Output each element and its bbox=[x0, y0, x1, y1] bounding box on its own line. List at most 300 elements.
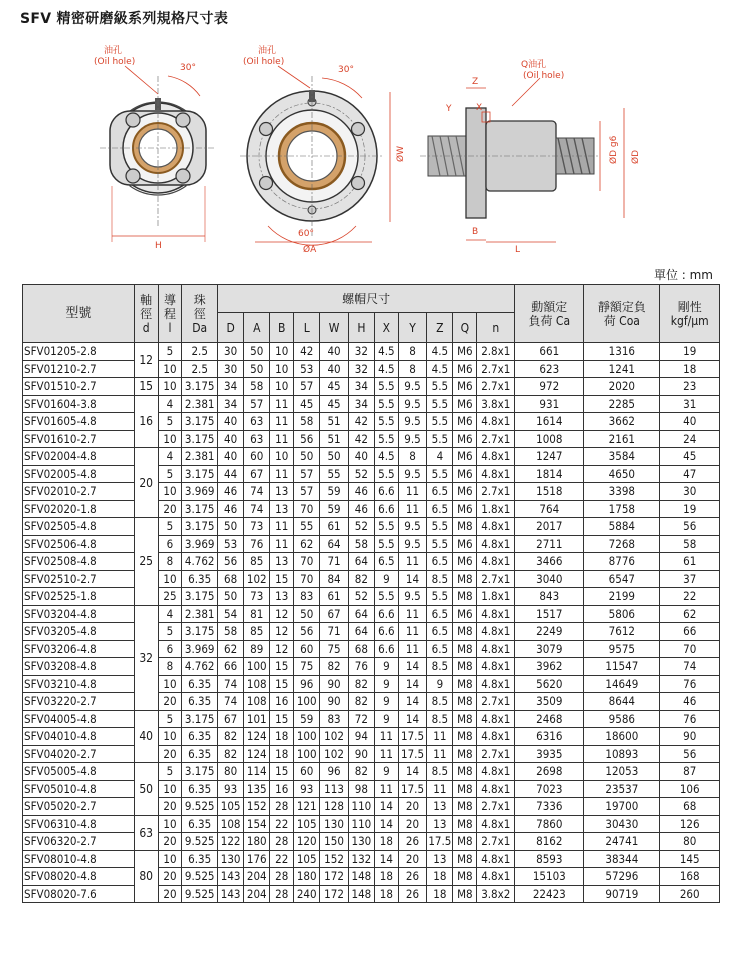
cell-l: 59 bbox=[294, 710, 320, 728]
cell-z: 5.5 bbox=[427, 465, 453, 483]
cell-x: 5.5 bbox=[374, 535, 398, 553]
cell-z: 9 bbox=[427, 675, 453, 693]
cell-a: 124 bbox=[244, 745, 270, 763]
cell-y: 14 bbox=[398, 675, 427, 693]
cell-b: 28 bbox=[270, 798, 294, 816]
cell-q: M8 bbox=[453, 693, 477, 711]
cell-d: 53 bbox=[218, 535, 244, 553]
cell-ca: 7860 bbox=[515, 815, 584, 833]
dim-b-label: B bbox=[472, 227, 479, 237]
cell-n: 1.8x1 bbox=[477, 500, 515, 518]
table-row bbox=[23, 763, 720, 781]
cell-k: 106 bbox=[660, 780, 720, 798]
cell-da: 6.35 bbox=[182, 815, 218, 833]
cell-n: 1.8x1 bbox=[477, 588, 515, 606]
cell-b: 16 bbox=[270, 780, 294, 798]
cell-d: 108 bbox=[218, 815, 244, 833]
cell-h: 32 bbox=[348, 343, 374, 361]
cell-z: 8.5 bbox=[427, 693, 453, 711]
table-row bbox=[23, 553, 720, 571]
cell-w: 128 bbox=[320, 798, 349, 816]
cell-d: 122 bbox=[218, 833, 244, 851]
cell-da: 9.525 bbox=[182, 798, 218, 816]
cell-b: 18 bbox=[270, 728, 294, 746]
cell-model: SFV08010-4.8 bbox=[23, 850, 135, 868]
cell-z: 6.5 bbox=[427, 500, 453, 518]
cell-x: 6.6 bbox=[374, 483, 398, 501]
flange-view-middle bbox=[240, 44, 406, 255]
cell-y: 9.5 bbox=[398, 535, 427, 553]
cell-l: 6 bbox=[158, 535, 182, 553]
cell-coa: 8644 bbox=[584, 693, 660, 711]
cell-d: 93 bbox=[218, 780, 244, 798]
cell-b: 22 bbox=[270, 815, 294, 833]
cell-a: 73 bbox=[244, 518, 270, 536]
cell-coa: 23537 bbox=[584, 780, 660, 798]
cell-y: 14 bbox=[398, 570, 427, 588]
cell-x: 9 bbox=[374, 710, 398, 728]
cell-h: 132 bbox=[348, 850, 374, 868]
table-row bbox=[23, 885, 720, 903]
cell-a: 101 bbox=[244, 710, 270, 728]
cell-y: 9.5 bbox=[398, 588, 427, 606]
oil-hole-cn-left: 油孔 bbox=[104, 46, 123, 56]
cell-model: SFV02505-4.8 bbox=[23, 518, 135, 536]
cell-x: 14 bbox=[374, 815, 398, 833]
table-row bbox=[23, 833, 720, 851]
cell-da: 2.381 bbox=[182, 448, 218, 466]
nut-side-view bbox=[420, 58, 641, 255]
cell-k: 56 bbox=[660, 745, 720, 763]
cell-coa: 3398 bbox=[584, 483, 660, 501]
header-nut-dims: 螺帽尺寸 bbox=[218, 285, 515, 313]
header-dim: X bbox=[374, 313, 398, 343]
cell-coa: 3584 bbox=[584, 448, 660, 466]
dim-l-label: L bbox=[515, 245, 521, 255]
cell-coa: 1241 bbox=[584, 360, 660, 378]
cell-ca: 3509 bbox=[515, 693, 584, 711]
cell-l: 20 bbox=[158, 693, 182, 711]
cell-y: 20 bbox=[398, 798, 427, 816]
cell-k: 61 bbox=[660, 553, 720, 571]
cell-l: 20 bbox=[158, 500, 182, 518]
cell-q: M8 bbox=[453, 623, 477, 641]
cell-k: 19 bbox=[660, 343, 720, 361]
cell-n: 4.8x1 bbox=[477, 535, 515, 553]
cell-model: SFV05005-4.8 bbox=[23, 763, 135, 781]
cell-h: 52 bbox=[348, 588, 374, 606]
cell-ca: 1614 bbox=[515, 413, 584, 431]
cell-h: 46 bbox=[348, 500, 374, 518]
cell-y: 11 bbox=[398, 605, 427, 623]
cell-model: SFV03210-4.8 bbox=[23, 675, 135, 693]
cell-q: M8 bbox=[453, 710, 477, 728]
cell-l: 10 bbox=[158, 728, 182, 746]
cell-k: 74 bbox=[660, 658, 720, 676]
flange-view-left bbox=[94, 44, 216, 251]
cell-x: 9 bbox=[374, 658, 398, 676]
cell-q: M8 bbox=[453, 745, 477, 763]
cell-b: 28 bbox=[270, 885, 294, 903]
cell-l: 100 bbox=[294, 728, 320, 746]
cell-z: 8.5 bbox=[427, 570, 453, 588]
cell-y: 9.5 bbox=[398, 430, 427, 448]
cell-coa: 9575 bbox=[584, 640, 660, 658]
cell-d: 34 bbox=[218, 395, 244, 413]
cell-d: 68 bbox=[218, 570, 244, 588]
cell-coa: 6547 bbox=[584, 570, 660, 588]
cell-d: 67 bbox=[218, 710, 244, 728]
cell-ca: 3040 bbox=[515, 570, 584, 588]
cell-k: 56 bbox=[660, 518, 720, 536]
cell-coa: 24741 bbox=[584, 833, 660, 851]
cell-h: 98 bbox=[348, 780, 374, 798]
table-row bbox=[23, 623, 720, 641]
cell-l: 10 bbox=[158, 850, 182, 868]
cell-d: 40 bbox=[218, 430, 244, 448]
cell-b: 11 bbox=[270, 535, 294, 553]
angle-30-left: 30° bbox=[180, 63, 196, 73]
cell-h: 90 bbox=[348, 745, 374, 763]
cell-da: 6.35 bbox=[182, 780, 218, 798]
cell-l: 100 bbox=[294, 693, 320, 711]
cell-l: 53 bbox=[294, 360, 320, 378]
cell-l: 70 bbox=[294, 500, 320, 518]
cell-l: 20 bbox=[158, 798, 182, 816]
cell-d: 44 bbox=[218, 465, 244, 483]
cell-shaft-dia: 16 bbox=[134, 395, 158, 448]
cell-x: 5.5 bbox=[374, 413, 398, 431]
cell-l: 56 bbox=[294, 623, 320, 641]
cell-a: 50 bbox=[244, 360, 270, 378]
cell-da: 6.35 bbox=[182, 693, 218, 711]
cell-coa: 11547 bbox=[584, 658, 660, 676]
cell-d: 62 bbox=[218, 640, 244, 658]
cell-ca: 7023 bbox=[515, 780, 584, 798]
cell-y: 8 bbox=[398, 360, 427, 378]
cell-ca: 3079 bbox=[515, 640, 584, 658]
cell-z: 13 bbox=[427, 798, 453, 816]
cell-b: 15 bbox=[270, 710, 294, 728]
cell-h: 32 bbox=[348, 360, 374, 378]
dim-x-label: X bbox=[476, 103, 483, 113]
table-row bbox=[23, 395, 720, 413]
cell-d: 58 bbox=[218, 623, 244, 641]
cell-da: 6.35 bbox=[182, 850, 218, 868]
cell-da: 4.762 bbox=[182, 658, 218, 676]
cell-w: 40 bbox=[320, 343, 349, 361]
cell-l: 10 bbox=[158, 483, 182, 501]
cell-a: 108 bbox=[244, 693, 270, 711]
cell-q: M8 bbox=[453, 850, 477, 868]
cell-d: 66 bbox=[218, 658, 244, 676]
cell-shaft-dia: 15 bbox=[134, 378, 158, 396]
cell-w: 51 bbox=[320, 413, 349, 431]
cell-y: 11 bbox=[398, 640, 427, 658]
cell-z: 6.5 bbox=[427, 605, 453, 623]
cell-h: 42 bbox=[348, 413, 374, 431]
cell-q: M8 bbox=[453, 885, 477, 903]
cell-h: 82 bbox=[348, 675, 374, 693]
cell-w: 102 bbox=[320, 728, 349, 746]
cell-w: 40 bbox=[320, 360, 349, 378]
cell-ca: 931 bbox=[515, 395, 584, 413]
cell-w: 75 bbox=[320, 640, 349, 658]
cell-k: 47 bbox=[660, 465, 720, 483]
technical-drawing bbox=[0, 36, 740, 266]
cell-l: 8 bbox=[158, 658, 182, 676]
cell-b: 15 bbox=[270, 675, 294, 693]
cell-l: 60 bbox=[294, 640, 320, 658]
cell-k: 87 bbox=[660, 763, 720, 781]
cell-x: 11 bbox=[374, 745, 398, 763]
cell-model: SFV08020-4.8 bbox=[23, 868, 135, 886]
cell-k: 23 bbox=[660, 378, 720, 396]
q-oil-hole-en: (Oil hole) bbox=[523, 71, 565, 81]
cell-h: 148 bbox=[348, 868, 374, 886]
cell-y: 26 bbox=[398, 868, 427, 886]
cell-n: 4.8x1 bbox=[477, 465, 515, 483]
cell-model: SFV02510-2.7 bbox=[23, 570, 135, 588]
header-dim: H bbox=[348, 313, 374, 343]
cell-d: 56 bbox=[218, 553, 244, 571]
cell-k: 19 bbox=[660, 500, 720, 518]
cell-ca: 764 bbox=[515, 500, 584, 518]
header-dim: A bbox=[244, 313, 270, 343]
cell-z: 17.5 bbox=[428, 834, 452, 849]
cell-da: 3.175 bbox=[182, 430, 218, 448]
oil-hole-en-left: (Oil hole) bbox=[94, 57, 136, 67]
cell-n: 4.8x1 bbox=[477, 518, 515, 536]
cell-a: 74 bbox=[244, 483, 270, 501]
cell-ca: 8162 bbox=[515, 833, 584, 851]
cell-da: 6.35 bbox=[182, 675, 218, 693]
cell-model: SFV06320-2.7 bbox=[23, 833, 135, 851]
cell-h: 130 bbox=[348, 833, 374, 851]
cell-z: 11 bbox=[427, 728, 453, 746]
dim-y-label: Y bbox=[446, 104, 452, 114]
cell-l: 5 bbox=[158, 710, 182, 728]
cell-n: 4.8x1 bbox=[477, 675, 515, 693]
cell-y: 20 bbox=[398, 815, 427, 833]
cell-shaft-dia: 50 bbox=[134, 763, 158, 816]
cell-h: 110 bbox=[348, 798, 374, 816]
cell-k: 126 bbox=[660, 815, 720, 833]
cell-model: SFV02005-4.8 bbox=[23, 465, 135, 483]
cell-model: SFV05010-4.8 bbox=[23, 780, 135, 798]
cell-k: 24 bbox=[660, 430, 720, 448]
cell-l: 10 bbox=[158, 360, 182, 378]
table-row bbox=[23, 378, 720, 396]
cell-a: 180 bbox=[244, 833, 270, 851]
cell-x: 9 bbox=[374, 693, 398, 711]
cell-da: 9.525 bbox=[182, 833, 218, 851]
cell-w: 61 bbox=[320, 518, 349, 536]
cell-d: 74 bbox=[218, 693, 244, 711]
cell-h: 64 bbox=[348, 553, 374, 571]
cell-k: 40 bbox=[660, 413, 720, 431]
cell-da: 9.525 bbox=[182, 885, 218, 903]
cell-w: 90 bbox=[320, 693, 349, 711]
cell-l: 93 bbox=[294, 780, 320, 798]
oil-hole-en-mid: (Oil hole) bbox=[243, 57, 285, 67]
cell-z: 11 bbox=[427, 745, 453, 763]
cell-l: 5 bbox=[158, 465, 182, 483]
cell-h: 52 bbox=[348, 518, 374, 536]
cell-da: 3.175 bbox=[182, 710, 218, 728]
table-row bbox=[23, 675, 720, 693]
cell-model: SFV01605-4.8 bbox=[23, 413, 135, 431]
cell-d: 105 bbox=[218, 798, 244, 816]
cell-l: 5 bbox=[158, 763, 182, 781]
cell-h: 148 bbox=[348, 885, 374, 903]
cell-a: 50 bbox=[244, 343, 270, 361]
cell-ca: 972 bbox=[515, 378, 584, 396]
cell-d: 34 bbox=[218, 378, 244, 396]
cell-k: 66 bbox=[660, 623, 720, 641]
cell-h: 76 bbox=[348, 658, 374, 676]
cell-model: SFV01210-2.7 bbox=[23, 360, 135, 378]
cell-w: 82 bbox=[320, 658, 349, 676]
table-row bbox=[23, 343, 720, 361]
cell-k: 90 bbox=[660, 728, 720, 746]
cell-ca: 3962 bbox=[515, 658, 584, 676]
cell-da: 2.5 bbox=[182, 343, 218, 361]
table-row bbox=[23, 745, 720, 763]
cell-l: 10 bbox=[158, 815, 182, 833]
cell-n: 4.8x1 bbox=[477, 868, 515, 886]
cell-k: 30 bbox=[660, 483, 720, 501]
cell-q: M6 bbox=[453, 535, 477, 553]
cell-k: 260 bbox=[660, 885, 720, 903]
header-dim: L bbox=[294, 313, 320, 343]
cell-b: 28 bbox=[270, 833, 294, 851]
cell-a: 89 bbox=[244, 640, 270, 658]
cell-q: M8 bbox=[453, 658, 477, 676]
cell-ca: 8593 bbox=[515, 850, 584, 868]
cell-h: 34 bbox=[348, 395, 374, 413]
cell-k: 46 bbox=[660, 693, 720, 711]
cell-y: 14 bbox=[398, 763, 427, 781]
cell-d: 30 bbox=[218, 343, 244, 361]
cell-model: SFV03220-2.7 bbox=[23, 693, 135, 711]
cell-da: 3.175 bbox=[182, 763, 218, 781]
cell-coa: 7612 bbox=[584, 623, 660, 641]
cell-b: 18 bbox=[270, 745, 294, 763]
cell-model: SFV04010-4.8 bbox=[23, 728, 135, 746]
header-rigidity: 剛性 kgf/μm bbox=[660, 285, 720, 343]
angle-60: 60° bbox=[298, 229, 314, 239]
cell-coa: 8776 bbox=[584, 553, 660, 571]
cell-x: 18 bbox=[374, 833, 398, 851]
cell-q: M8 bbox=[453, 570, 477, 588]
cell-y: 8 bbox=[398, 343, 427, 361]
cell-ca: 2468 bbox=[515, 710, 584, 728]
cell-shaft-dia: 12 bbox=[134, 343, 158, 378]
cell-shaft-dia: 32 bbox=[134, 605, 158, 710]
cell-h: 64 bbox=[348, 605, 374, 623]
table-row bbox=[23, 483, 720, 501]
cell-x: 6.6 bbox=[374, 640, 398, 658]
cell-z: 6.5 bbox=[427, 483, 453, 501]
cell-x: 14 bbox=[374, 850, 398, 868]
cell-z: 8.5 bbox=[427, 710, 453, 728]
cell-n: 4.8x1 bbox=[477, 728, 515, 746]
cell-z: 8.5 bbox=[427, 658, 453, 676]
cell-h: 46 bbox=[348, 483, 374, 501]
cell-l: 4 bbox=[158, 605, 182, 623]
cell-l: 4 bbox=[158, 395, 182, 413]
cell-coa: 4650 bbox=[584, 465, 660, 483]
cell-l: 4 bbox=[158, 448, 182, 466]
cell-l: 10 bbox=[158, 378, 182, 396]
cell-a: 58 bbox=[244, 378, 270, 396]
cell-x: 5.5 bbox=[374, 378, 398, 396]
cell-y: 11 bbox=[398, 553, 427, 571]
cell-a: 63 bbox=[244, 413, 270, 431]
cell-z: 4 bbox=[427, 448, 453, 466]
cell-a: 102 bbox=[244, 570, 270, 588]
cell-q: M8 bbox=[453, 728, 477, 746]
cell-ca: 2711 bbox=[515, 535, 584, 553]
cell-l: 240 bbox=[294, 885, 320, 903]
cell-w: 96 bbox=[320, 763, 349, 781]
cell-x: 6.6 bbox=[374, 623, 398, 641]
cell-b: 28 bbox=[270, 868, 294, 886]
dim-d-label: ØD bbox=[631, 149, 641, 164]
cell-l: 180 bbox=[294, 868, 320, 886]
table-row bbox=[23, 710, 720, 728]
unit-label: 單位 : mm bbox=[653, 268, 713, 282]
cell-l: 20 bbox=[158, 833, 182, 851]
table-row bbox=[23, 500, 720, 518]
cell-y: 11 bbox=[398, 500, 427, 518]
cell-w: 113 bbox=[320, 780, 349, 798]
cell-model: SFV03208-4.8 bbox=[23, 658, 135, 676]
cell-w: 50 bbox=[320, 448, 349, 466]
cell-h: 52 bbox=[348, 465, 374, 483]
cell-n: 4.8x1 bbox=[477, 850, 515, 868]
cell-n: 2.7x1 bbox=[477, 430, 515, 448]
cell-l: 5 bbox=[158, 343, 182, 361]
cell-q: M8 bbox=[453, 675, 477, 693]
cell-l: 10 bbox=[158, 570, 182, 588]
cell-da: 6.35 bbox=[182, 745, 218, 763]
cell-d: 130 bbox=[218, 850, 244, 868]
cell-y: 14 bbox=[398, 658, 427, 676]
cell-k: 58 bbox=[660, 535, 720, 553]
cell-n: 4.8x1 bbox=[477, 658, 515, 676]
cell-y: 9.5 bbox=[398, 518, 427, 536]
cell-ca: 2698 bbox=[515, 763, 584, 781]
cell-l: 57 bbox=[294, 465, 320, 483]
cell-shaft-dia: 40 bbox=[134, 710, 158, 763]
cell-z: 13 bbox=[427, 850, 453, 868]
cell-a: 108 bbox=[244, 675, 270, 693]
cell-h: 64 bbox=[348, 623, 374, 641]
cell-coa: 7268 bbox=[584, 535, 660, 553]
cell-y: 9.5 bbox=[398, 378, 427, 396]
cell-n: 2.7x1 bbox=[477, 378, 515, 396]
cell-k: 18 bbox=[660, 360, 720, 378]
cell-da: 3.175 bbox=[182, 500, 218, 518]
table-row bbox=[23, 640, 720, 658]
cell-h: 42 bbox=[348, 430, 374, 448]
cell-coa: 1316 bbox=[584, 343, 660, 361]
cell-z: 6.5 bbox=[427, 623, 453, 641]
cell-b: 12 bbox=[270, 623, 294, 641]
cell-y: 9.5 bbox=[398, 413, 427, 431]
